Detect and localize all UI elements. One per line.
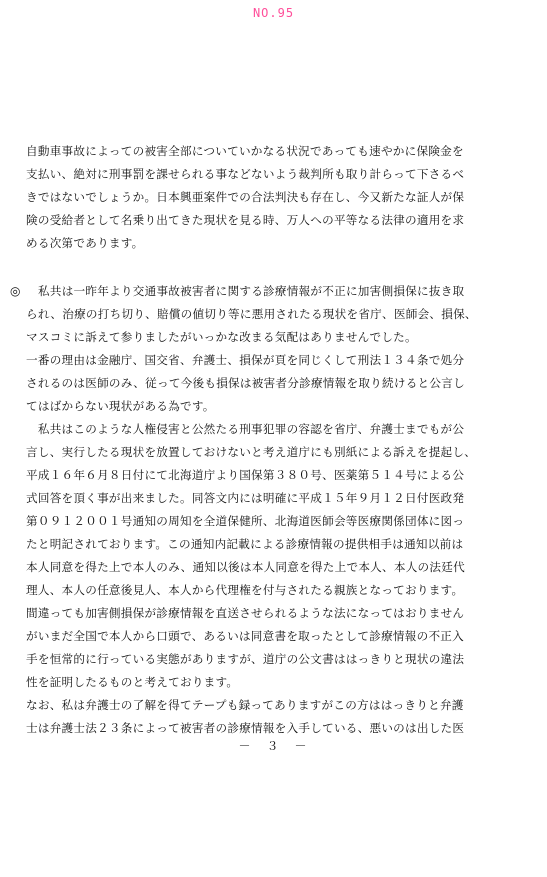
paragraph-line: がいまだ全国で本人から口頭で、あるいは同意書を取ったとして診療情報の不正入 bbox=[26, 629, 464, 643]
double-circle-bullet-icon: ◎ bbox=[10, 284, 21, 298]
paragraph-line: 本人同意を得た上で本人のみ、通知以後は本人同意を得た上で本人、本人の法廷代 bbox=[26, 560, 465, 574]
paragraph-line: 言し、実行したる現状を放置しておけないと考え道庁にも別紙による訴えを提起し、 bbox=[26, 445, 477, 459]
paragraph-line: 士は弁護士法２３条によって被害者の診療情報を入手している、悪いのは出した医 bbox=[26, 721, 465, 735]
paragraph-line: マスコミに訴えて参りましたがいっかな改まる気配はありませんでした。 bbox=[26, 330, 417, 344]
paragraph-line: きではないでしょうか。日本興亜案件での合法判決も存在し、今又新たな証人が保 bbox=[26, 190, 465, 204]
paragraph-line: める次第であります。 bbox=[26, 236, 144, 250]
paragraph-line: 式回答を頂く事が出来ました。同答文内には明確に平成１５年９月１２日付医政発 bbox=[26, 491, 465, 505]
paragraph-line: されるのは医師のみ、従って今後も損保は被害者分診療情報を取り続けると公言し bbox=[26, 376, 465, 390]
paragraph-2 bbox=[26, 280, 526, 740]
paragraph-1 bbox=[26, 140, 526, 255]
paragraph-line: 私共はこのような人権侵害と公然たる刑事犯罪の容認を省庁、弁護士までもが公 bbox=[26, 422, 465, 436]
paragraph-line: 手を恒常的に行っている実態がありますが、道庁の公文書ははっきりと現状の違法 bbox=[26, 652, 465, 666]
paragraph-line: 間違っても加害側損保が診療情報を直送させられるような法になってはおりません bbox=[26, 606, 465, 620]
paragraph-line: 一番の理由は金融庁、国交省、弁護士、損保が頁を同じくして刑法１３４条で処分 bbox=[26, 353, 465, 367]
paragraph-line: 険の受給者として名乗り出てきた現状を見る時、万人への平等なる法律の適用を求 bbox=[26, 213, 465, 227]
paragraph-line: 私共は一昨年より交通事故被害者に関する診療情報が不正に加害側損保に抜き取 bbox=[38, 284, 465, 298]
page-number: － ３ － bbox=[238, 739, 309, 753]
paragraph-line: 支払い、絶対に刑事罰を課せられる事などないよう裁判所も取り計らって下さるべ bbox=[26, 167, 465, 181]
document-number: NO.95 bbox=[252, 6, 295, 20]
paragraph-line: てはばからない現状がある為です。 bbox=[26, 399, 215, 413]
paragraph-line: 自動車事故によっての被害全部についていかなる状況であっても速やかに保険金を bbox=[26, 144, 464, 158]
paragraph-line: たと明記されております。この通知内記載による診療情報の提供相手は通知以前は bbox=[26, 537, 464, 551]
paragraph-line: 平成１６年６月８日付にて北海道庁より国保第３８０号、医薬第５１４号による公 bbox=[26, 468, 465, 482]
paragraph-line: 第０９１２００１号通知の周知を全道保健所、北海道医師会等医療関係団体に図っ bbox=[26, 514, 465, 528]
paragraph-line: 理人、本人の任意後見人、本人から代理権を付与されたる親族となっております。 bbox=[26, 583, 464, 597]
paragraph-line: られ、治療の打ち切り、賠償の値切り等に悪用されたる現状を省庁、医師会、損保、 bbox=[26, 307, 477, 321]
paragraph-line: 性を証明したるものと考えております。 bbox=[26, 675, 239, 689]
paragraph-line: なお、私は弁護士の了解を得てテープも録ってありますがこの方ははっきりと弁護 bbox=[26, 698, 464, 712]
